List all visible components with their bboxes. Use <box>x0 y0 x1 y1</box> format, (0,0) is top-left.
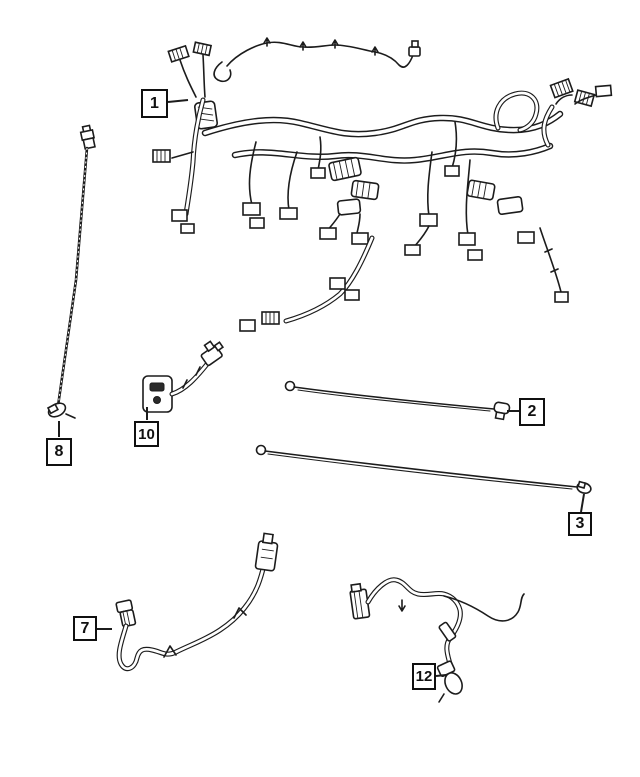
part-3-wire-drawing <box>257 446 593 495</box>
part-7-harness-drawing <box>116 533 279 669</box>
callout-box-1[interactable] <box>141 89 168 118</box>
part-12-harness-drawing <box>349 580 524 702</box>
part-1-harness-drawing <box>153 38 611 331</box>
callout-label-2: 2 <box>527 403 537 420</box>
callout-label-3: 3 <box>575 515 585 532</box>
leader-line-1 <box>168 100 188 102</box>
callout-label-10: 10 <box>138 425 155 443</box>
leader-line-12 <box>436 675 446 676</box>
callout-label-7: 7 <box>80 619 90 637</box>
callout-box-3[interactable] <box>568 512 592 536</box>
callout-label-12: 12 <box>415 668 433 685</box>
part-2-wire-drawing <box>286 382 511 421</box>
callout-box-7[interactable] <box>73 616 97 641</box>
callout-box-10[interactable] <box>134 421 159 447</box>
callout-label-1: 1 <box>150 94 159 112</box>
part-10-jumper-drawing <box>143 337 227 412</box>
callout-box-12[interactable] <box>412 663 436 690</box>
part-8-cable-drawing <box>46 125 96 420</box>
callout-box-8[interactable] <box>46 438 72 466</box>
callout-box-2[interactable] <box>519 398 545 426</box>
callout-leader-lines <box>59 100 584 676</box>
callout-label-8: 8 <box>54 443 64 460</box>
leader-line-3 <box>581 494 584 512</box>
